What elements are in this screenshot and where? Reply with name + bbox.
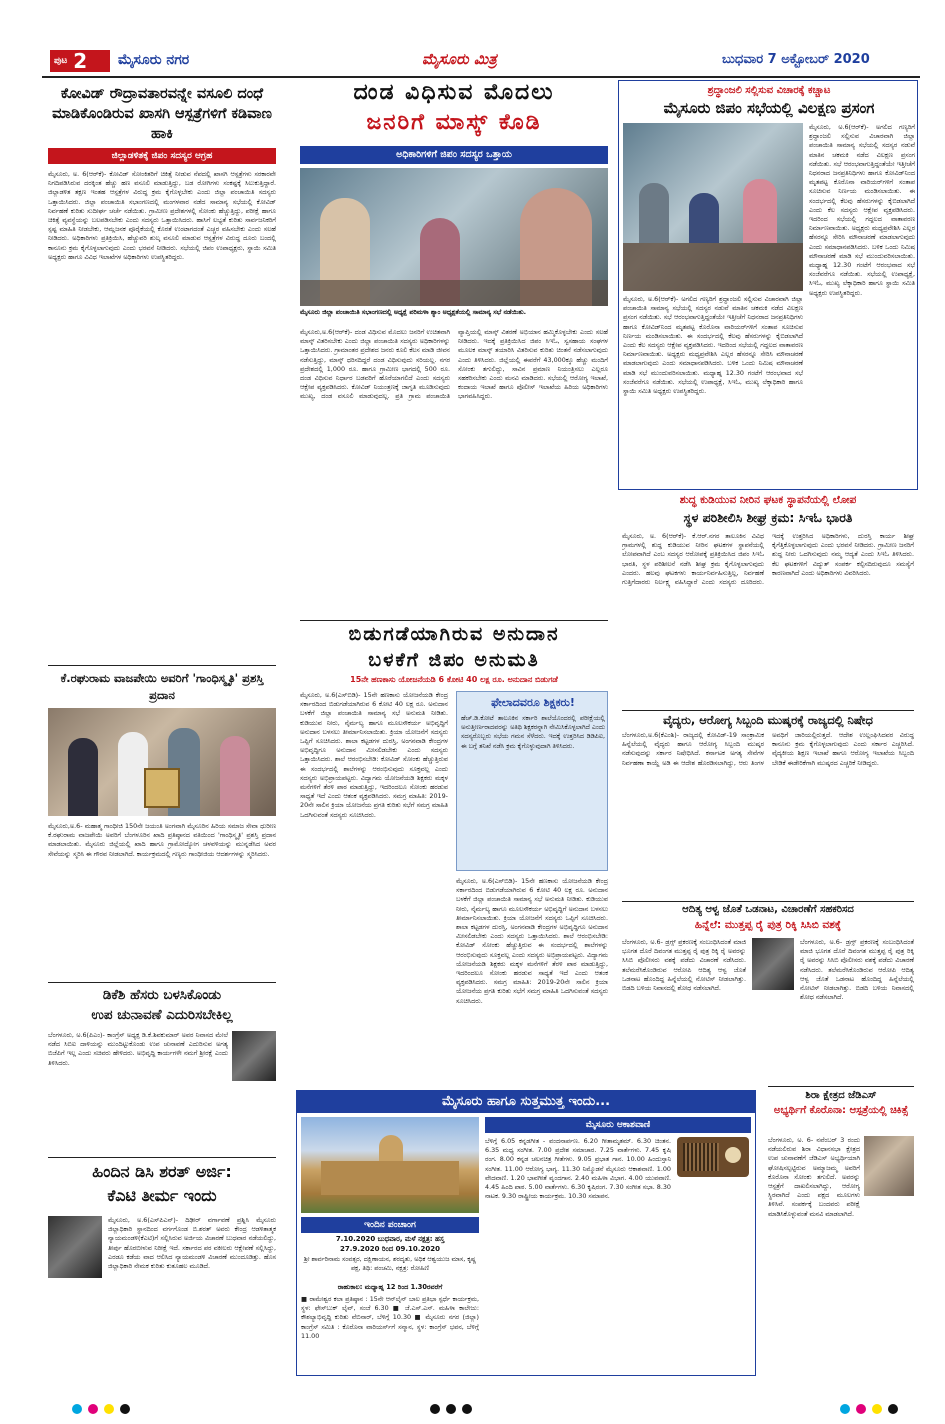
today-banner: ಮೈಸೂರು ಹಾಗೂ ಸುತ್ತಮುತ್ತ ಇಂದು... bbox=[297, 1091, 755, 1113]
palace-body bbox=[321, 1161, 459, 1195]
story-body: ಮೈಸೂರು, ಅ.6(ಎಸ್‌ಬಿಡಿ)- 15ನೇ ಹಣಕಾಸು ಯೋಜನೆಯಡಿ ಕೇಂದ್ರ ಸರ್ಕಾರದಿಂದ ಬಿಡುಗಡೆಯಾಗಿರುವ 6 ಕೋಟಿ 40 ಲಕ್ಷ ರೂ. ಅನುದಾನ ಬಳಕೆಗೆ ಜಿಲ್ಲಾ ಪಂಚಾಯಿತಿ ಸಾಮಾನ್ಯ ಸಭೆ ಅನುಮತಿ ನೀಡಿತು. ಕುಡಿಯುವ ನೀರು, ನೈರ್ಮಲ್ಯ ಹಾಗೂ ಮೂಲಸೌಕರ್ಯ ಅಭಿವೃದ್ಧಿಗೆ ಅನುದಾನ ಬಳಸಲು ತೀರ್ಮಾನಿಸಲಾಯಿತು. ಕ್ರಿಯಾ ಯೋಜನೆಗೆ ಸದಸ್ಯರು ಒಪ್ಪಿಗೆ ಸೂಚಿಸಿದರು. ಶಾಲಾ ಕಟ್ಟಡಗಳ ದುರಸ್ತಿ, ಅಂಗನವಾಡಿ ಕೇಂದ್ರಗಳ ಅಭಿವೃದ್ಧಿಗೂ ಅನುದಾನ ಮೀಸಲಿಡಬೇಕು ಎಂದು ಸದಸ್ಯರು ಒತ್ತಾಯಿಸಿದರು. ಶಾಲೆ ಆರಂಭಿಸಬೇಡಿ: ಕೋವಿಡ್ ಸೋಂಕು ಹೆಚ್ಚುತ್ತಿರುವ ಈ ಸಂದರ್ಭದಲ್ಲಿ ಶಾಲೆಗಳನ್ನು ಆರಂಭಿಸುವುದು ಸೂಕ್ತವಲ್ಲ ಎಂದು ಸದಸ್ಯರು ಅಭಿಪ್ರಾಯಪಟ್ಟರು. ವಿದ್ಯಾಗಮ ಯೋಜನೆಯಡಿ ಶಿಕ್ಷಕರು ಮಕ್ಕಳ ಮನೆಗಳಿಗೆ ತೆರಳಿ ಪಾಠ ಮಾಡುತ್ತಿದ್ದು, ಇದರಿಂದಲೂ ಸೋಂಕು ಹರಡುವ ಸಾಧ್ಯತೆ ಇದೆ ಎಂದು ಆತಂಕ ವ್ಯಕ್ತಪಡಿಸಿದರು. ಸಮಗ್ರ ಮಾಹಿತಿ: 2019-20ನೇ ಸಾಲಿನ ಕ್ರಿಯಾ ಯೋಜನೆಯ ಪ್ರಗತಿ ಕುರಿತು ಸಭೆಗೆ ಸಮಗ್ರ ಮಾಹಿತಿ ಒದಗಿಸುವಂತೆ ಸದಸ್ಯರು ಸೂಚಿಸಿದರು. bbox=[300, 691, 448, 819]
box-body: ಹೆಚ್.ಡಿ.ಕೋಟೆ ತಾಲೂಕಿನ ಸರ್ಕಾರಿ ಶಾಲೆಯೊಂದರಲ್ಲಿ ಪರೀಕ್ಷೆಯಲ್ಲಿ ಅನುತ್ತೀರ್ಣರಾದವರನ್ನು ಅತಿಥಿ ಶಿಕ್ಷಕರನ್ನಾಗಿ ನೇಮಿಸಿಕೊಳ್ಳಲಾಗಿದೆ ಎಂದು ಸದಸ್ಯರೊಬ್ಬರು ಸಭೆಯ ಗಮನ ಸೆಳೆದರು. ಇದಕ್ಕೆ ಉತ್ತರಿಸಿದ ಡಿಡಿಪಿಐ, ಈ ಬಗ್ಗೆ ತನಿಖೆ ನಡೆಸಿ ಕ್ರಮ ಕೈಗೊಳ್ಳುವುದಾಗಿ ತಿಳಿಸಿದರು. bbox=[461, 714, 605, 750]
registration-dot bbox=[856, 1404, 866, 1414]
registration-dot bbox=[430, 1404, 440, 1414]
palace-dome bbox=[379, 1135, 403, 1163]
lead-strap: ಅಧಿಕಾರಿಗಳಿಗೆ ಜಿಪಂ ಸದಸ್ಯರ ಒತ್ತಾಯ bbox=[300, 146, 608, 164]
section-divider bbox=[48, 1157, 276, 1158]
story-headline: ಉಪ ಚುನಾವಣೆ ಎದುರಿಸಬೇಕಿಲ್ಲ bbox=[91, 1007, 233, 1023]
story-hospital-ban bbox=[618, 713, 918, 899]
story-headline: ವೈದ್ಯರು, ಆರೋಗ್ಯ ಸಿಬ್ಬಂದಿ ಮುಷ್ಕರಕ್ಕೆ ರಾಜ್ಯದಲ್ಲಿ ನಿಷೇಧ bbox=[663, 713, 873, 727]
story-body: ಬೆಂಗಳೂರು, ಅ.6(ಪಿಎಂ)- ಕಾಂಗ್ರೆಸ್ ಅಧ್ಯಕ್ಷ ಡಿ.ಕೆ.ಶಿವಕುಮಾರ್ ಅವರ ನಿವಾಸದ ಮೇಲೆ ನಡೆದ ಸಿಬಿಐ ದಾಳಿಯನ್ನು ಮುಂದಿಟ್ಟುಕೊಂಡು ಉಪ ಚುನಾವಣೆ ಎದುರಿಸುವ ಅಗತ್ಯ ಬಿಜೆಪಿಗೆ ಇಲ್ಲ ಎಂದು ಸಚಿವರು ಹೇಳಿದರು. ಅಭಿವೃದ್ಧಿ ಕಾರ್ಯಗಳೇ ನಮಗೆ ಶ್ರೀರಕ್ಷೆ ಎಂದು ತಿಳಿಸಿದರು. bbox=[48, 1031, 228, 1067]
story-headline: ಬಳಕೆಗೆ ಜಿಪಂ ಅನುಮತಿ bbox=[368, 649, 540, 671]
photo-figure bbox=[68, 738, 98, 816]
print-registration-marks bbox=[840, 1404, 920, 1416]
page-number: 2 bbox=[73, 49, 88, 73]
section-divider bbox=[768, 1086, 914, 1087]
story-dks bbox=[42, 985, 282, 1155]
story-private-hospitals bbox=[42, 82, 282, 662]
story-headline: ಕೋವಿಡ್ ರೌದ್ರಾವತಾರವನ್ನೇ ವಸೂಲಿ ದಂಧೆ ಮಾಡಿಕೊಂಡಿರುವ ಖಾಸಗಿ ಆಸ್ಪತ್ರೆಗಳಿಗೆ ಕಡಿವಾಣ ಹಾಕಿ bbox=[52, 86, 272, 142]
page-header bbox=[42, 42, 920, 78]
story-sharath bbox=[42, 1160, 282, 1370]
story-headline: ಹಿಂದಿನ ಡಿಸಿ ಶರತ್ ಅರ್ಜಿ: bbox=[92, 1162, 232, 1181]
section-divider bbox=[48, 982, 276, 983]
story-body-cont: ಬೆಂಗಳೂರು, ಅ.6- ಡ್ರಗ್ಸ್ ಪ್ರಕರಣಕ್ಕೆ ಸಂಬಂಧಿಸಿದಂತೆ ಮಾಜಿ ಭೂಗತ ದೊರೆ ದಿವಂಗತ ಮುತ್ತಪ್ಪ ರೈ ಪುತ್ರ ರಿಕ್ಕಿ ರೈ ಅವರನ್ನು ಸಿಸಿಬಿ ಪೊಲೀಸರು ವಶಕ್ಕೆ ಪಡೆದು ವಿಚಾರಣೆ ನಡೆಸಿದರು. ತಲೆಮರೆಸಿಕೊಂಡಿರುವ ಆರೋಪಿ ಆದಿತ್ಯ ಆಳ್ವ ಜೊತೆ ಒಡನಾಟ ಹೊಂದಿದ್ದ ಹಿನ್ನೆಲೆಯಲ್ಲಿ ನೋಟಿಸ್ ನೀಡಲಾಗಿತ್ತು. ಬಿಡದಿ ಬಳಿಯ ನಿವಾಸದಲ್ಲಿ ಶೋಧ ನಡೆಸಲಾಗಿದೆ. bbox=[800, 938, 914, 1002]
radio-title: ಮೈಸೂರು ಆಕಾಶವಾಣಿ bbox=[485, 1117, 751, 1133]
story-tag: ಶ್ರದ್ಧಾಂಜಲಿ ಸಲ್ಲಿಸುವ ವಿಚಾರಕ್ಕೆ ಕಚ್ಚಾಟ bbox=[707, 85, 831, 96]
story-gandhi-award bbox=[42, 668, 282, 980]
story-body: ಬೆಂಗಳೂರು, ಅ. 6- ನವೆಂಬರ್ 3 ರಂದು ನಡೆಯಲಿರುವ ಶಿರಾ ವಿಧಾನಸಭಾ ಕ್ಷೇತ್ರದ ಉಪ ಚುನಾವಣೆಗೆ ಜೆಡಿಎಸ್ ಅಭ್ಯರ್ಥಿಯಾಗಿ ಘೋಷಿಸಲ್ಪಟ್ಟಿರುವ ಅಮ್ಮಾಜಮ್ಮ ಅವರಿಗೆ ಕೊರೊನಾ ಸೋಂಕು ತಗುಲಿದೆ. ಅವರನ್ನು ಆಸ್ಪತ್ರೆಗೆ ದಾಖಲಿಸಲಾಗಿದ್ದು, ಆರೋಗ್ಯ ಸ್ಥಿರವಾಗಿದೆ ಎಂದು ಪಕ್ಷದ ಮೂಲಗಳು ತಿಳಿಸಿವೆ. ಸಂಪರ್ಕಕ್ಕೆ ಬಂದವರು ಪರೀಕ್ಷೆ ಮಾಡಿಸಿಕೊಳ್ಳುವಂತೆ ಮನವಿ ಮಾಡಲಾಗಿದೆ. bbox=[768, 1136, 860, 1218]
portrait-photo bbox=[864, 1136, 914, 1196]
events-list: ■ ರಾಮೇಶ್ವರ ಕಲಾ ಪ್ರತಿಷ್ಠಾನ : 15ನೇ ಆನ್‌ಲೈನ್ ಬಾಲ ಪ್ರತಿಭಾ ಸ್ಪರ್ಧೆ ಕಾರ್ಯಕ್ರಮ, ಸ್ಥಳ: ಫೇಸ್‌ಬುಕ್ ಲೈವ್, ಸಂಜೆ 6.30 ■ ಜೆ.ಎಸ್.ಎಸ್. ಮಹಿಳಾ ಕಾಲೇಜು: ಕೌಶಲ್ಯಾಭಿವೃದ್ಧಿ ಕುರಿತು ವೆಬಿನಾರ್, ಬೆಳಿಗ್ಗೆ 10.30 ■ ಮೈಸೂರು ನಗರ (ಜಿಲ್ಲಾ) ಕಾಂಗ್ರೆಸ್ ಸಮಿತಿ : ಕೊರೊನಾ ವಾರಿಯರ್ಸ್‌ಗೆ ಸನ್ಮಾನ, ಸ್ಥಳ: ಕಾಂಗ್ರೆಸ್ ಭವನ, ಬೆಳಿಗ್ಗೆ 11.00 bbox=[301, 1295, 479, 1340]
registration-dot bbox=[72, 1404, 82, 1414]
panchanga-line2: 27.9.2020 ರಿಂದ 09.10.2020 bbox=[340, 1245, 440, 1253]
photo-desk bbox=[300, 280, 608, 306]
story-body-cont: ಮೈಸೂರು, ಅ.6(ಆರ್‌ಕೆ)- ಅಗಲಿದ ಗಣ್ಯರಿಗೆ ಶ್ರದ್ಧಾಂಜಲಿ ಸಲ್ಲಿಸುವ ವಿಚಾರವಾಗಿ ಜಿಲ್ಲಾ ಪಂಚಾಯಿತಿ ಸಾಮಾನ್ಯ ಸಭೆಯಲ್ಲಿ ಸದಸ್ಯರ ನಡುವೆ ಮಾತಿನ ಚಕಮಕಿ ನಡೆದ ವಿಲಕ್ಷಣ ಪ್ರಸಂಗ ನಡೆಯಿತು. ಸಭೆ ಆರಂಭವಾಗುತ್ತಿದ್ದಂತೆಯೇ ಇತ್ತೀಚೆಗೆ ನಿಧನರಾದ ಜನಪ್ರತಿನಿಧಿಗಳು ಹಾಗೂ ಕೋವಿಡ್‌ನಿಂದ ಮೃತಪಟ್ಟ ಕೊರೊನಾ ವಾರಿಯರ್‌ಗಳಿಗೆ ಸಂತಾಪ ಸೂಚಿಸುವ ನಿರ್ಣಯ ಮಂಡಿಸಲಾಯಿತು. ಈ ಸಂದರ್ಭದಲ್ಲಿ ಕೆಲವು ಹೆಸರುಗಳನ್ನು ಕೈಬಿಡಲಾಗಿದೆ ಎಂದು ಕೆಲ ಸದಸ್ಯರು ಆಕ್ಷೇಪ ವ್ಯಕ್ತಪಡಿಸಿದರು. ಇದರಿಂದ ಸಭೆಯಲ್ಲಿ ಗದ್ದಲದ ವಾತಾವರಣ ನಿರ್ಮಾಣವಾಯಿತು. ಅಧ್ಯಕ್ಷರು ಮಧ್ಯಪ್ರವೇಶಿಸಿ ಎಲ್ಲರ ಹೆಸರನ್ನೂ ಸೇರಿಸಿ ಮೌನಾಚರಣೆ ಮಾಡಲಾಗುವುದು ಎಂದು ಸಮಾಧಾನಪಡಿಸಿದರು. ಬಳಿಕ ಒಂದು ನಿಮಿಷ ಮೌನಾಚರಣೆ ಮಾಡಿ ಸಭೆ ಮುಂದುವರಿಸಲಾಯಿತು. ಮಧ್ಯಾಹ್ನ 12.30 ಗಂಟೆಗೆ ಆರಂಭವಾದ ಸಭೆ ಸಂಜೆವರೆಗೂ ನಡೆಯಿತು. ಸಭೆಯಲ್ಲಿ ಉಪಾಧ್ಯಕ್ಷೆ, ಸಿಇಓ, ಮುಖ್ಯ ಲೆಕ್ಕಾಧಿಕಾರಿ ಹಾಗೂ ಸ್ಥಾಯಿ ಸಮಿತಿ ಅಧ್ಯಕ್ಷರು ಉಪಸ್ಥಿತರಿದ್ದರು. bbox=[623, 295, 803, 396]
photo-figure bbox=[639, 183, 669, 243]
portrait-photo bbox=[752, 938, 794, 990]
portrait-photo bbox=[48, 1216, 102, 1278]
photo-figure bbox=[743, 179, 777, 243]
section-divider bbox=[48, 665, 276, 666]
issue-date: ಬುಧವಾರ 7 ಅಕ್ಟೋಬರ್ 2020 bbox=[722, 52, 870, 67]
box-headline: ಫೇಲಾದವರೂ ಶಿಕ್ಷಕರು! bbox=[491, 696, 575, 709]
story-body: ಮೈಸೂರು,ಅ.6- ಮಹಾತ್ಮ ಗಾಂಧೀಜಿ 150ನೇ ಜಯಂತಿ ಅಂಗವಾಗಿ ಮೈಸೂರಿನ ಹಿರಿಯ ಸಮಾಜ ಸೇವಾ ಧುರೀಣ ಕೆ.ರಘುರಾಮ ವಾಜಪೇಯಿ ಅವರಿಗೆ ಬೆಂಗಳೂರಿನ ಖಾದಿ ಪ್ರತಿಷ್ಠಾನದ ವತಿಯಿಂದ 'ಗಾಂಧಿಸ್ಮೃತಿ' ಪ್ರಶಸ್ತಿ ಪ್ರದಾನ ಮಾಡಲಾಯಿತು. ಮೈಸೂರು ಜಿಲ್ಲೆಯಲ್ಲಿ ಖಾದಿ ಹಾಗೂ ಗ್ರಾಮೋದ್ಯೋಗ ಚಳವಳಿಯನ್ನು ಮುನ್ನಡೆಸಿದ ಅವರ ಸೇವೆಯನ್ನು ಸ್ಮರಿಸಿ ಈ ಗೌರವ ನೀಡಲಾಗಿದೆ. ಕಾರ್ಯಕ್ರಮದಲ್ಲಿ ಗಣ್ಯರು ಗಾಂಧೀಜಿಯ ಆದರ್ಶಗಳನ್ನು ಸ್ಮರಿಸಿದರು. bbox=[48, 822, 276, 858]
story-headline: ಆದಿತ್ಯ ಆಳ್ವ ಜೊತೆ ಒಡನಾಟ, ವಿಚಾರಣೆಗೆ ಸಹಕರಿಸದ bbox=[682, 904, 854, 915]
page-number-tab bbox=[50, 50, 110, 72]
lead-story bbox=[296, 80, 612, 620]
registration-dot bbox=[840, 1404, 850, 1414]
section-divider bbox=[622, 901, 914, 902]
award-photo bbox=[48, 708, 276, 816]
radio-dial bbox=[725, 1147, 741, 1163]
section-divider bbox=[300, 620, 608, 621]
lead-headline-line2: ಜನರಿಗೆ ಮಾಸ್ಕ್ ಕೊಡಿ bbox=[366, 110, 542, 135]
lead-body: ಮೈಸೂರು,ಅ.6(ಆರ್‌ಕೆ)- ದಂಡ ವಿಧಿಸುವ ಮೊದಲು ಜನರಿಗೆ ಉಚಿತವಾಗಿ ಮಾಸ್ಕ್ ವಿತರಿಸಬೇಕು ಎಂದು ಜಿಲ್ಲಾ ಪಂಚಾಯಿತಿ ಸದಸ್ಯರು ಅಧಿಕಾರಿಗಳನ್ನು ಒತ್ತಾಯಿಸಿದರು. ಗ್ರಾಮಾಂತರ ಪ್ರದೇಶದ ಜನರು ಕೂಲಿ ಕೆಲಸ ಮಾಡಿ ಜೀವನ ನಡೆಸುತ್ತಿದ್ದು, ಮಾಸ್ಕ್ ಧರಿಸದಿದ್ದರೆ ದಂಡ ವಿಧಿಸುವುದು ಸರಿಯಲ್ಲ. ನಗರ ಪ್ರದೇಶದಲ್ಲಿ 1,000 ರೂ. ಹಾಗೂ ಗ್ರಾಮೀಣ ಭಾಗದಲ್ಲಿ 500 ರೂ. ದಂಡ ವಿಧಿಸುವ ನಿರ್ಧಾರ ಬಡವರಿಗೆ ಹೊರೆಯಾಗಲಿದೆ ಎಂದು ಸದಸ್ಯರು ಆಕ್ಷೇಪ ವ್ಯಕ್ತಪಡಿಸಿದರು. ಕೋವಿಡ್ ನಿಯಂತ್ರಣಕ್ಕೆ ಜಾಗೃತಿ ಮೂಡಿಸುವುದು ಮುಖ್ಯ, ದಂಡ ವಸೂಲಿ ಮಾಡುವುದಲ್ಲ. ಪ್ರತಿ ಗ್ರಾಮ ಪಂಚಾಯಿತಿ ವ್ಯಾಪ್ತಿಯಲ್ಲಿ ಮಾಸ್ಕ್ ವಿತರಣೆ ಅಭಿಯಾನ ಹಮ್ಮಿಕೊಳ್ಳಬೇಕು ಎಂದು ಸಲಹೆ ನೀಡಿದರು. ಇದಕ್ಕೆ ಪ್ರತಿಕ್ರಿಯಿಸಿದ ಜಿಪಂ ಸಿಇಓ, ಸ್ವಸಹಾಯ ಸಂಘಗಳ ಮೂಲಕ ಮಾಸ್ಕ್ ತಯಾರಿಸಿ ವಿತರಿಸುವ ಕುರಿತು ಚಿಂತನೆ ನಡೆಸಲಾಗುವುದು ಎಂದು ತಿಳಿಸಿದರು. ಜಿಲ್ಲೆಯಲ್ಲಿ ಈವರೆಗೆ 43,000ಕ್ಕೂ ಹೆಚ್ಚು ಮಂದಿಗೆ ಸೋಂಕು ತಗುಲಿದ್ದು, ಸಾವಿನ ಪ್ರಮಾಣ ನಿಯಂತ್ರಿಸಲು ಎಲ್ಲರೂ ಸಹಕರಿಸಬೇಕು ಎಂದು ಮನವಿ ಮಾಡಿದರು. ಸಭೆಯಲ್ಲಿ ಆರೋಗ್ಯ ಇಲಾಖೆ, ಕಂದಾಯ ಇಲಾಖೆ ಹಾಗೂ ಪೊಲೀಸ್ ಇಲಾಖೆಯ ಹಿರಿಯ ಅಧಿಕಾರಿಗಳು ಭಾಗವಹಿಸಿದ್ದರು. bbox=[300, 328, 608, 401]
palace-photo bbox=[301, 1117, 479, 1213]
panchanga-body: ಶ್ರೀ ಶಾರ್ವರಿನಾಮ ಸಂವತ್ಸರ, ದಕ್ಷಿಣಾಯನ, ಶರದೃತು, ಅಧಿಕ ಆಶ್ವಯುಜ ಮಾಸ, ಕೃಷ್ಣ ಪಕ್ಷ, ತಿಥಿ: ಪಂಚಮಿ, ನಕ್ಷತ್ರ: ರೋಹಿಣಿ bbox=[303, 1255, 477, 1273]
portrait-photo bbox=[232, 1031, 276, 1081]
story-zp-meeting bbox=[618, 80, 918, 490]
story-headline: ಅಭ್ಯರ್ಥಿಗೆ ಕೊರೊನಾ: ಆಸ್ಪತ್ರೆಯಲ್ಲಿ ಚಿಕಿತ್ಸೆ bbox=[773, 1105, 909, 1116]
print-registration-marks bbox=[72, 1404, 192, 1416]
story-headline: ಬಿಡುಗಡೆಯಾಗಿರುವ ಅನುದಾನ bbox=[348, 623, 560, 645]
today-box bbox=[296, 1090, 756, 1376]
story-aditya bbox=[618, 904, 918, 1084]
registration-dot bbox=[462, 1404, 472, 1414]
registration-dot bbox=[872, 1404, 882, 1414]
photo-desk bbox=[623, 243, 803, 291]
registration-dot bbox=[888, 1404, 898, 1414]
story-headline: ಶುದ್ಧ ಕುಡಿಯುವ ನೀರಿನ ಘಟಕ ಸ್ಥಾಪನೆಯಲ್ಲಿ ಲೋಪ bbox=[679, 494, 857, 506]
story-body: ಬೆಂಗಳೂರು, ಅ.6- ಡ್ರಗ್ಸ್ ಪ್ರಕರಣಕ್ಕೆ ಸಂಬಂಧಿಸಿದಂತೆ ಮಾಜಿ ಭೂಗತ ದೊರೆ ದಿವಂಗತ ಮುತ್ತಪ್ಪ ರೈ ಪುತ್ರ ರಿಕ್ಕಿ ರೈ ಅವರನ್ನು ಸಿಸಿಬಿ ಪೊಲೀಸರು ವಶಕ್ಕೆ ಪಡೆದು ವಿಚಾರಣೆ ನಡೆಸಿದರು. ತಲೆಮರೆಸಿಕೊಂಡಿರುವ ಆರೋಪಿ ಆದಿತ್ಯ ಆಳ್ವ ಜೊತೆ ಒಡನಾಟ ಹೊಂದಿದ್ದ ಹಿನ್ನೆಲೆಯಲ್ಲಿ ನೋಟಿಸ್ ನೀಡಲಾಗಿತ್ತು. ಬಿಡದಿ ಬಳಿಯ ನಿವಾಸದಲ್ಲಿ ಶೋಧ ನಡೆಸಲಾಗಿದೆ. bbox=[622, 938, 746, 993]
section-title: ಮೈಸೂರು ನಗರ bbox=[118, 52, 190, 68]
radio-icon bbox=[677, 1137, 749, 1177]
story-body: ಬೆಂಗಳೂರು,ಅ.6(ಕೆಎಂಶಿ)- ರಾಜ್ಯದಲ್ಲಿ ಕೋವಿಡ್-19 ಸಾಂಕ್ರಾಮಿಕ ಹಿನ್ನೆಲೆಯಲ್ಲಿ ವೈದ್ಯರು ಹಾಗೂ ಆರೋಗ್ಯ ಸಿಬ್ಬಂದಿ ಮುಷ್ಕರ ನಡೆಸುವುದನ್ನು ಸರ್ಕಾರ ನಿಷೇಧಿಸಿದೆ. ಕರ್ನಾಟಕ ಅಗತ್ಯ ಸೇವೆಗಳ ನಿರ್ವಹಣಾ ಕಾಯ್ದೆ ಅಡಿ ಈ ಆದೇಶ ಹೊರಡಿಸಲಾಗಿದ್ದು, ಆರು ತಿಂಗಳ ಅವಧಿಗೆ ಜಾರಿಯಲ್ಲಿರುತ್ತದೆ. ಆದೇಶ ಉಲ್ಲಂಘಿಸಿದವರ ವಿರುದ್ಧ ಕಾನೂನು ಕ್ರಮ ಕೈಗೊಳ್ಳಲಾಗುವುದು ಎಂದು ಸರ್ಕಾರ ಎಚ್ಚರಿಸಿದೆ. ವೈದ್ಯಕೀಯ ಶಿಕ್ಷಣ ಇಲಾಖೆ ಹಾಗೂ ಆರೋಗ್ಯ ಇಲಾಖೆಯ ಸಿಬ್ಬಂದಿ ಬೇಡಿಕೆ ಈಡೇರಿಕೆಗಾಗಿ ಮುಷ್ಕರದ ಎಚ್ಚರಿಕೆ ನೀಡಿದ್ದರು. bbox=[622, 731, 914, 767]
story-strap: 15ನೇ ಹಣಕಾಸು ಯೋಜನೆಯಡಿ 6 ಕೋಟಿ 40 ಲಕ್ಷ ರೂ. ಅನುದಾನ ಬಿಡುಗಡೆ bbox=[350, 675, 558, 684]
lead-headline-line1: ದಂಡ ವಿಧಿಸುವ ಮೊದಲು bbox=[353, 80, 555, 105]
story-body: ಮೈಸೂರು, ಅ.6(ಆರ್‌ಕೆ)- ಅಗಲಿದ ಗಣ್ಯರಿಗೆ ಶ್ರದ್ಧಾಂಜಲಿ ಸಲ್ಲಿಸುವ ವಿಚಾರವಾಗಿ ಜಿಲ್ಲಾ ಪಂಚಾಯಿತಿ ಸಾಮಾನ್ಯ ಸಭೆಯಲ್ಲಿ ಸದಸ್ಯರ ನಡುವೆ ಮಾತಿನ ಚಕಮಕಿ ನಡೆದ ವಿಲಕ್ಷಣ ಪ್ರಸಂಗ ನಡೆಯಿತು. ಸಭೆ ಆರಂಭವಾಗುತ್ತಿದ್ದಂತೆಯೇ ಇತ್ತೀಚೆಗೆ ನಿಧನರಾದ ಜನಪ್ರತಿನಿಧಿಗಳು ಹಾಗೂ ಕೋವಿಡ್‌ನಿಂದ ಮೃತಪಟ್ಟ ಕೊರೊನಾ ವಾರಿಯರ್‌ಗಳಿಗೆ ಸಂತಾಪ ಸೂಚಿಸುವ ನಿರ್ಣಯ ಮಂಡಿಸಲಾಯಿತು. ಈ ಸಂದರ್ಭದಲ್ಲಿ ಕೆಲವು ಹೆಸರುಗಳನ್ನು ಕೈಬಿಡಲಾಗಿದೆ ಎಂದು ಕೆಲ ಸದಸ್ಯರು ಆಕ್ಷೇಪ ವ್ಯಕ್ತಪಡಿಸಿದರು. ಇದರಿಂದ ಸಭೆಯಲ್ಲಿ ಗದ್ದಲದ ವಾತಾವರಣ ನಿರ್ಮಾಣವಾಯಿತು. ಅಧ್ಯಕ್ಷರು ಮಧ್ಯಪ್ರವೇಶಿಸಿ ಎಲ್ಲರ ಹೆಸರನ್ನೂ ಸೇರಿಸಿ ಮೌನಾಚರಣೆ ಮಾಡಲಾಗುವುದು ಎಂದು ಸಮಾಧಾನಪಡಿಸಿದರು. ಬಳಿಕ ಒಂದು ನಿಮಿಷ ಮೌನಾಚರಣೆ ಮಾಡಿ ಸಭೆ ಮುಂದುವರಿಸಲಾಯಿತು. ಮಧ್ಯಾಹ್ನ 12.30 ಗಂಟೆಗೆ ಆರಂಭವಾದ ಸಭೆ ಸಂಜೆವರೆಗೂ ನಡೆಯಿತು. ಸಭೆಯಲ್ಲಿ ಉಪಾಧ್ಯಕ್ಷೆ, ಸಿಇಓ, ಮುಖ್ಯ ಲೆಕ್ಕಾಧಿಕಾರಿ ಹಾಗೂ ಸ್ಥಾಯಿ ಸಮಿತಿ ಅಧ್ಯಕ್ಷರು ಉಪಸ್ಥಿತರಿದ್ದರು. bbox=[809, 123, 915, 297]
award-frame bbox=[144, 768, 180, 808]
story-body-cont: ಮೈಸೂರು, ಅ.6(ಎಸ್‌ಬಿಡಿ)- 15ನೇ ಹಣಕಾಸು ಯೋಜನೆಯಡಿ ಕೇಂದ್ರ ಸರ್ಕಾರದಿಂದ ಬಿಡುಗಡೆಯಾಗಿರುವ 6 ಕೋಟಿ 40 ಲಕ್ಷ ರೂ. ಅನುದಾನ ಬಳಕೆಗೆ ಜಿಲ್ಲಾ ಪಂಚಾಯಿತಿ ಸಾಮಾನ್ಯ ಸಭೆ ಅನುಮತಿ ನೀಡಿತು. ಕುಡಿಯುವ ನೀರು, ನೈರ್ಮಲ್ಯ ಹಾಗೂ ಮೂಲಸೌಕರ್ಯ ಅಭಿವೃದ್ಧಿಗೆ ಅನುದಾನ ಬಳಸಲು ತೀರ್ಮಾನಿಸಲಾಯಿತು. ಕ್ರಿಯಾ ಯೋಜನೆಗೆ ಸದಸ್ಯರು ಒಪ್ಪಿಗೆ ಸೂಚಿಸಿದರು. ಶಾಲಾ ಕಟ್ಟಡಗಳ ದುರಸ್ತಿ, ಅಂಗನವಾಡಿ ಕೇಂದ್ರಗಳ ಅಭಿವೃದ್ಧಿಗೂ ಅನುದಾನ ಮೀಸಲಿಡಬೇಕು ಎಂದು ಸದಸ್ಯರು ಒತ್ತಾಯಿಸಿದರು. ಶಾಲೆ ಆರಂಭಿಸಬೇಡಿ: ಕೋವಿಡ್ ಸೋಂಕು ಹೆಚ್ಚುತ್ತಿರುವ ಈ ಸಂದರ್ಭದಲ್ಲಿ ಶಾಲೆಗಳನ್ನು ಆರಂಭಿಸುವುದು ಸೂಕ್ತವಲ್ಲ ಎಂದು ಸದಸ್ಯರು ಅಭಿಪ್ರಾಯಪಟ್ಟರು. ವಿದ್ಯಾಗಮ ಯೋಜನೆಯಡಿ ಶಿಕ್ಷಕರು ಮಕ್ಕಳ ಮನೆಗಳಿಗೆ ತೆರಳಿ ಪಾಠ ಮಾಡುತ್ತಿದ್ದು, ಇದರಿಂದಲೂ ಸೋಂಕು ಹರಡುವ ಸಾಧ್ಯತೆ ಇದೆ ಎಂದು ಆತಂಕ ವ್ಯಕ್ತಪಡಿಸಿದರು. ಸಮಗ್ರ ಮಾಹಿತಿ: 2019-20ನೇ ಸಾಲಿನ ಕ್ರಿಯಾ ಯೋಜನೆಯ ಪ್ರಗತಿ ಕುರಿತು ಸಭೆಗೆ ಸಮಗ್ರ ಮಾಹಿತಿ ಒದಗಿಸುವಂತೆ ಸದಸ್ಯರು ಸೂಚಿಸಿದರು. bbox=[456, 877, 608, 1005]
story-headline: ಕೆಎಟಿ ತೀರ್ಮ ಇಂದು bbox=[107, 1186, 217, 1205]
story-grant bbox=[296, 623, 612, 1073]
header-rule bbox=[42, 76, 920, 78]
story-body: ಮೈಸೂರು, ಅ.6(ಎಸ್‌ಪಿಎನ್)- ದಿಢೀರ್ ವರ್ಗಾವಣೆ ಪ್ರಶ್ನಿಸಿ ಮೈಸೂರು ಜಿಲ್ಲಾಧಿಕಾರಿ ಸ್ಥಾನದಿಂದ ವರ್ಗಗೊಂಡ ಬಿ.ಶರತ್ ಅವರು ಕೇಂದ್ರ ಆಡಳಿತಾತ್ಮಕ ನ್ಯಾಯಮಂಡಳಿ(ಕೆಎಟಿ)ಗೆ ಸಲ್ಲಿಸಿರುವ ಅರ್ಜಿಯ ವಿಚಾರಣೆ ಬುಧವಾರ ನಡೆಯಲಿದ್ದು, ತೀರ್ಪು ಹೊರಬೀಳುವ ನಿರೀಕ್ಷೆ ಇದೆ. ಸರ್ಕಾರದ ಪರ ವಕೀಲರು ಆಕ್ಷೇಪಣೆ ಸಲ್ಲಿಸಿದ್ದು, ಎರಡೂ ಕಡೆಯ ವಾದ ಆಲಿಸಿದ ನ್ಯಾಯಮಂಡಳಿ ವಿಚಾರಣೆ ಮುಂದೂಡಿತ್ತು. ಹೊಸ ಜಿಲ್ಲಾಧಿಕಾರಿ ನೇಮಕ ಕುರಿತು ಕುತೂಹಲ ಮೂಡಿದೆ. bbox=[108, 1216, 276, 1271]
story-title: ಶಿರಾ ಕ್ಷೇತ್ರದ ಜೆಡಿಎಸ್ bbox=[805, 1090, 877, 1101]
panchanga-line1: 7.10.2020 ಬುಧವಾರ, ಮಳೆ ನಕ್ಷತ್ರ: ಹಸ್ತ bbox=[335, 1235, 445, 1243]
radio-speaker bbox=[683, 1143, 719, 1171]
rahukala: ರಾಹುಕಾಲ: ಮಧ್ಯಾಹ್ನ 12 ರಿಂದ 1.30ರವರೆಗೆ bbox=[337, 1283, 443, 1291]
page-label: ಪುಟ bbox=[54, 56, 68, 66]
story-headline: ಮೈಸೂರು ಜಿಪಂ ಸಭೆಯಲ್ಲಿ ವಿಲಕ್ಷಣ ಪ್ರಸಂಗ bbox=[663, 99, 875, 117]
registration-dot bbox=[88, 1404, 98, 1414]
photo-figure bbox=[689, 193, 719, 243]
story-headline: ಹಿನ್ನೆಲೆ: ಮುತ್ತಪ್ಪ ರೈ ಪುತ್ರ ರಿಕ್ಕಿ ಸಿಸಿಬಿ ವಶಕ್ಕೆ bbox=[694, 919, 842, 931]
story-water bbox=[618, 494, 918, 708]
story-body: ಮೈಸೂರು, ಅ. 6(ಆರ್‌ಕೆ)- ಕೋವಿಡ್ ಸೋಂಕಿತರಿಗೆ ಚಿಕಿತ್ಸೆ ನೀಡುವ ನೆಪದಲ್ಲಿ ಖಾಸಗಿ ಆಸ್ಪತ್ರೆಗಳು ಸರಕಾರವೇ ನಿಗದಿಪಡಿಸಿರುವ ದರಕ್ಕಿಂತ ಹೆಚ್ಚು ಹಣ ವಸೂಲಿ ಮಾಡುತ್ತಿದ್ದು, ಬಡ ರೋಗಿಗಳು ಸಂಕಷ್ಟಕ್ಕೆ ಸಿಲುಕುತ್ತಿದ್ದಾರೆ. ಜಿಲ್ಲಾಡಳಿತ ತಕ್ಷಣ ಇಂತಹ ಆಸ್ಪತ್ರೆಗಳ ವಿರುದ್ಧ ಕ್ರಮ ಕೈಗೊಳ್ಳಬೇಕು ಎಂದು ಜಿಲ್ಲಾ ಪಂಚಾಯಿತಿ ಸದಸ್ಯರು ಒತ್ತಾಯಿಸಿದರು. ಜಿಲ್ಲಾ ಪಂಚಾಯಿತಿ ಸಭಾಂಗಣದಲ್ಲಿ ಮಂಗಳವಾರ ನಡೆದ ಸಾಮಾನ್ಯ ಸಭೆಯಲ್ಲಿ ಕೋವಿಡ್ ನಿರ್ವಹಣೆ ಕುರಿತು ಸುದೀರ್ಘ ಚರ್ಚೆ ನಡೆಯಿತು. ಗ್ರಾಮೀಣ ಪ್ರದೇಶಗಳಲ್ಲಿ ಸೋಂಕು ಹೆಚ್ಚುತ್ತಿದ್ದು, ಪರೀಕ್ಷೆ ಹಾಗೂ ಚಿಕಿತ್ಸೆ ವ್ಯವಸ್ಥೆಯನ್ನು ಬಲಪಡಿಸಬೇಕು ಎಂದು ಸದಸ್ಯರು ಒತ್ತಾಯಿಸಿದರು. ಹಾಸಿಗೆ ಲಭ್ಯತೆ ಕುರಿತು ಸಾರ್ವಜನಿಕರಿಗೆ ಸ್ಪಷ್ಟ ಮಾಹಿತಿ ನೀಡಬೇಕು, ಆಮ್ಲಜನಕ ಪೂರೈಕೆಯಲ್ಲಿ ಕೊರತೆ ಉಂಟಾಗದಂತೆ ಎಚ್ಚರ ವಹಿಸಬೇಕು ಎಂದು ಸಲಹೆ ನೀಡಿದರು. ಅಧಿಕಾರಿಗಳು ಪ್ರತಿಕ್ರಿಯಿಸಿ, ಹೆಚ್ಚುವರಿ ಶುಲ್ಕ ವಸೂಲಿ ಮಾಡುವ ಆಸ್ಪತ್ರೆಗಳ ವಿರುದ್ಧ ದೂರು ಬಂದಲ್ಲಿ ಕಾನೂನು ಕ್ರಮ ಕೈಗೊಳ್ಳಲಾಗುವುದು ಎಂದು ಭರವಸೆ ನೀಡಿದರು. ಸಭೆಯಲ್ಲಿ ಜಿಪಂ ಉಪಾಧ್ಯಕ್ಷರು, ಸ್ಥಾಯಿ ಸಮಿತಿ ಅಧ್ಯಕ್ಷರು ಹಾಗೂ ವಿವಿಧ ಇಲಾಖೆಗಳ ಅಧಿಕಾರಿಗಳು ಉಪಸ್ಥಿತರಿದ್ದರು. bbox=[48, 170, 276, 261]
registration-dot bbox=[446, 1404, 456, 1414]
meeting-photo bbox=[623, 123, 803, 291]
lead-photo bbox=[300, 168, 608, 306]
panchanga-title: ಇಂದಿನ ಪಂಚಾಂಗ bbox=[301, 1217, 479, 1233]
registration-dot bbox=[120, 1404, 130, 1414]
story-body: ಮೈಸೂರು, ಅ. 6(ಆರ್‌ಕೆ)- ಕೆ.ಆರ್.ನಗರ ತಾಲೂಕಿನ ವಿವಿಧ ಗ್ರಾಮಗಳಲ್ಲಿ ಶುದ್ಧ ಕುಡಿಯುವ ನೀರಿನ ಘಟಕಗಳ ಸ್ಥಾಪನೆಯಲ್ಲಿ ಲೋಪವಾಗಿದೆ ಎಂಬ ಸದಸ್ಯರ ಆರೋಪಕ್ಕೆ ಪ್ರತಿಕ್ರಿಯಿಸಿದ ಜಿಪಂ ಸಿಇಓ ಭಾರತಿ, ಸ್ಥಳ ಪರಿಶೀಲನೆ ನಡೆಸಿ ಶೀಘ್ರ ಕ್ರಮ ಕೈಗೊಳ್ಳಲಾಗುವುದು ಎಂದರು. ಹಲವು ಘಟಕಗಳು ಕಾರ್ಯನಿರ್ವಹಿಸುತ್ತಿಲ್ಲ, ನಿರ್ವಹಣೆ ಗುತ್ತಿಗೆದಾರರು ನಿರ್ಲಕ್ಷ್ಯ ವಹಿಸಿದ್ದಾರೆ ಎಂದು ಸದಸ್ಯರು ದೂರಿದರು. ಇದಕ್ಕೆ ಉತ್ತರಿಸಿದ ಅಧಿಕಾರಿಗಳು, ದುರಸ್ತಿ ಕಾರ್ಯ ಶೀಘ್ರ ಕೈಗೆತ್ತಿಕೊಳ್ಳಲಾಗುವುದು ಎಂದು ಭರವಸೆ ನೀಡಿದರು. ಗ್ರಾಮೀಣ ಜನರಿಗೆ ಶುದ್ಧ ನೀರು ಒದಗಿಸುವುದು ನಮ್ಮ ಆದ್ಯತೆ ಎಂದು ಸಿಇಓ ತಿಳಿಸಿದರು. ಕೆಲ ಘಟಕಗಳಿಗೆ ವಿದ್ಯುತ್ ಸಂಪರ್ಕ ಕಲ್ಪಿಸದಿರುವುದೂ ಸಮಸ್ಯೆಗೆ ಕಾರಣವಾಗಿದೆ ಎಂದು ಅಧಿಕಾರಿಗಳು ವಿವರಿಸಿದರು. bbox=[622, 532, 914, 587]
teachers-box bbox=[456, 691, 608, 871]
radio-body: ಬೆಳಿಗ್ಗೆ 6.05 ಕನ್ನಡಗೀತ - ವಂದನಾರ್ಪಣ. 6.20 ಗೀತಾಮೃತಮ್. 6.30 ಚಿಂತನ. 6.35 ಮಧ್ಯ ಸಂಗೀತ. 7.00 ಪ್ರದೇಶ ಸಮಾಚಾರ. 7.25 ವಾರ್ತೆಗಳು. 7.45 ಕೃಷಿ ರಂಗ. 8.00 ಕನ್ನಡ ಚಲನಚಿತ್ರ ಗೀತೆಗಳು. 9.05 ಪ್ರಭಾತ ಗಾನ. 10.00 ಹಿಂದುಸ್ತಾನಿ ಸಂಗೀತ. 11.00 ಆರೋಗ್ಯ ಭಾಗ್ಯ. 11.30 ನಿಮ್ಮೊಡನೆ ಮೈಸೂರು ಆಕಾಶವಾಣಿ. 1.00 ವೇದವಾಣಿ. 1.20 ಭಾವಗೀತೆ ವೃಂದಗಾನ. 2.40 ಮಹಿಳಾ ವಿಭಾಗ. 4.00 ಯುವವಾಣಿ. 4.45 ಹಿಂದಿ ಪಾಠ. 5.00 ವಾರ್ತೆಗಳು. 6.30 ಕೃಷಿರಂಗ. 7.30 ಸಂಗೀತ ಸಭಾ. 8.30 ನಾಟಕ. 9.30 ರಾಷ್ಟ್ರೀಯ ಕಾರ್ಯಕ್ರಮ. 10.30 ಸಮಾಪನ. bbox=[485, 1137, 671, 1201]
story-sira bbox=[764, 1090, 918, 1380]
story-headline: ಸ್ಥಳ ಪರಿಶೀಲಿಸಿ ಶೀಘ್ರ ಕ್ರಮ: ಸಿಇಓ ಭಾರತಿ bbox=[683, 510, 853, 525]
registration-dot bbox=[104, 1404, 114, 1414]
section-divider bbox=[622, 710, 914, 711]
print-registration-marks bbox=[430, 1404, 510, 1416]
story-kicker: ಜಿಲ್ಲಾಡಳಿತಕ್ಕೆ ಜಿಪಂ ಸದಸ್ಯರ ಆಗ್ರಹ bbox=[48, 148, 276, 164]
story-headline: ಡಿಕೆಶಿ ಹೆಸರು ಬಳಸಿಕೊಂಡು bbox=[102, 987, 222, 1003]
lead-caption: ಮೈಸೂರು ಜಿಲ್ಲಾ ಪಂಚಾಯಿತಿ ಸಭಾಂಗಣದಲ್ಲಿ ಅಧ್ಯಕ್ಷೆ ಪರಿಮಳಾ ಶ್ಯಾಂ ಅಧ್ಯಕ್ಷತೆಯಲ್ಲಿ ಸಾಮಾನ್ಯ ಸಭೆ ನಡೆಯಿತು. bbox=[300, 308, 527, 316]
story-headline: ಕೆ.ರಘುರಾಮ ವಾಜಪೇಯಿ ಅವರಿಗೆ 'ಗಾಂಧಿಸ್ಮೃತಿ' ಪ್ರಶಸ್ತಿ ಪ್ರದಾನ bbox=[60, 671, 264, 702]
photo-figure bbox=[220, 736, 250, 816]
masthead-logo: ಮೈಸೂರು ಮಿತ್ರ bbox=[422, 50, 497, 68]
